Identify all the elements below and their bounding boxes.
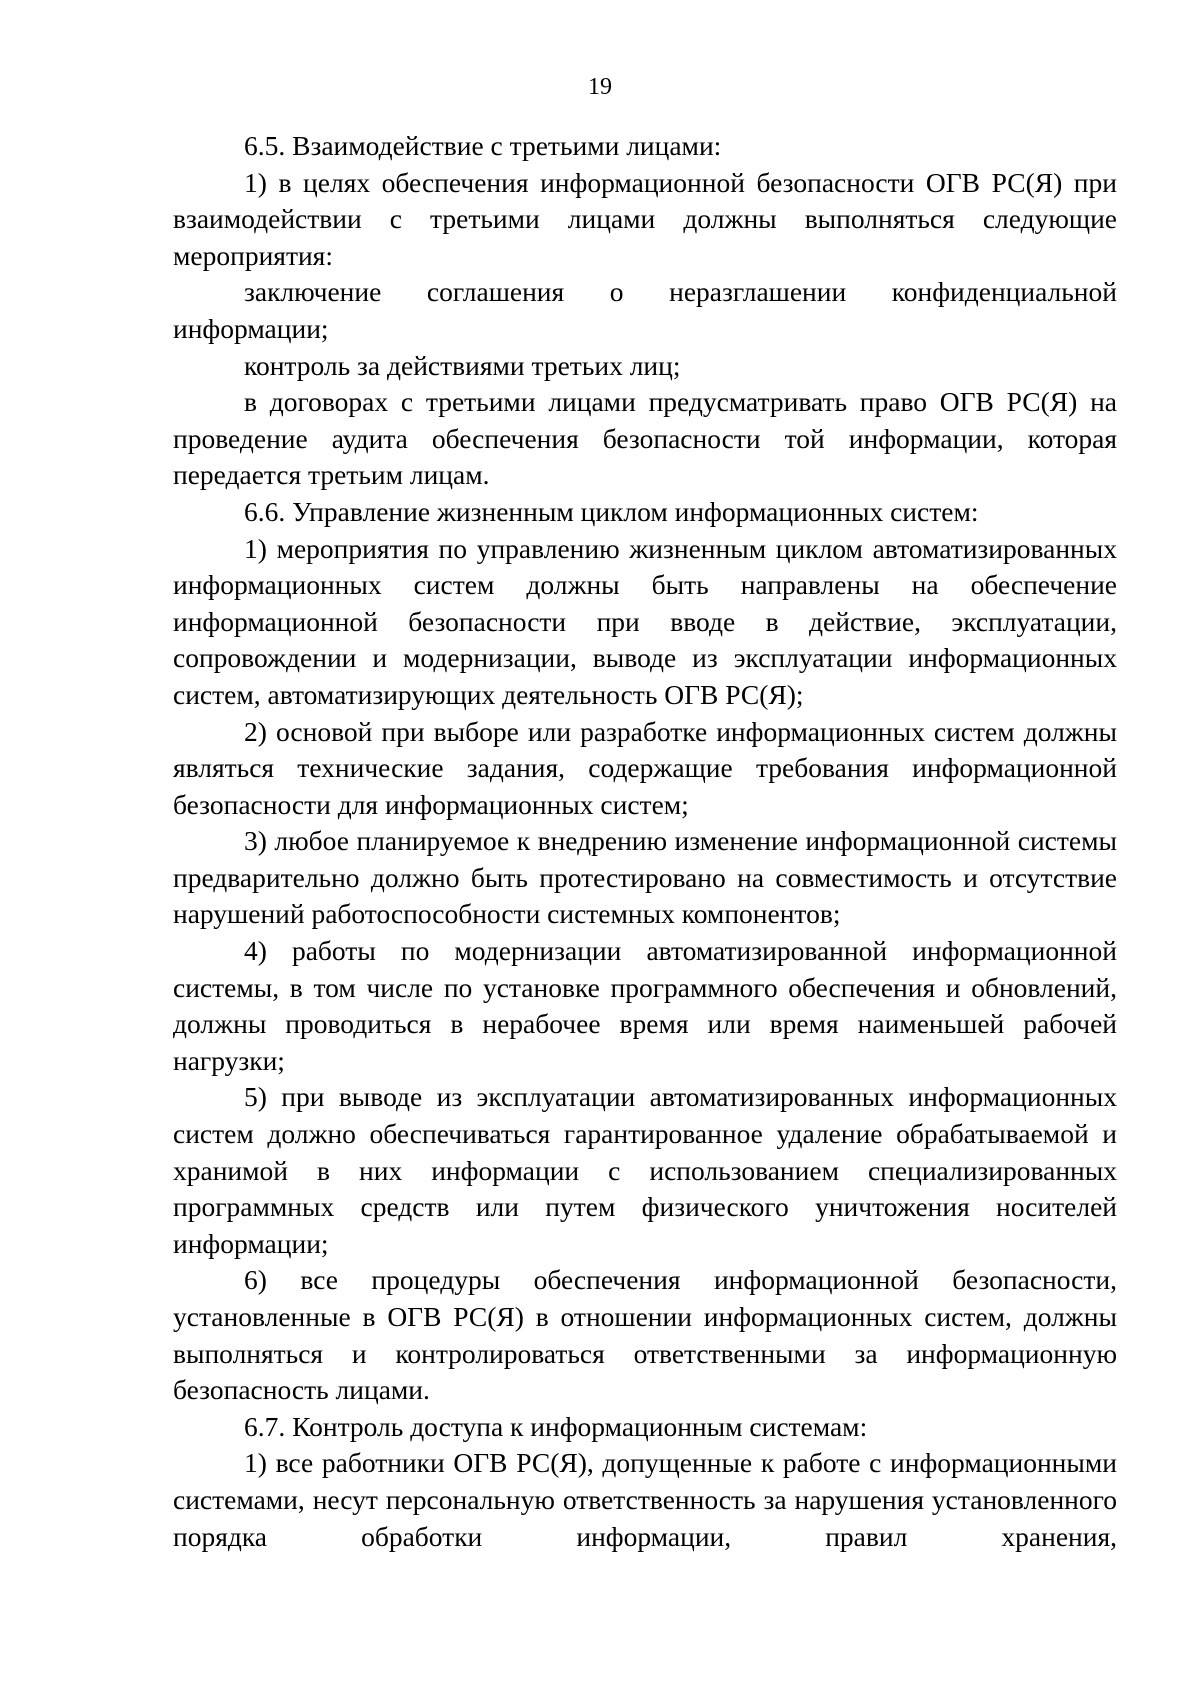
paragraph-6-6-item-5: 5) при выводе из эксплуатации автоматизированных информационных систем должно обеспечиваться гарантированное удаление обрабатываемой и хранимой в них информации с использованием специализированных программных средств или путем физического уничтожения носителей информации; bbox=[173, 1081, 1117, 1259]
paragraph-6-6-item-1: 1) мероприятия по управлению жизненным циклом автоматизированных информационных систем должны быть направлены на обеспечение информационной безопасности при вводе в действие, эксплуатации, сопровождении и модернизации, выводе из эксплуатации информационных систем, автоматизирующих деятельность ОГВ РС(Я); bbox=[173, 532, 1117, 710]
paragraph-6-5-measure-audit: в договорах с третьими лицами предусматривать право ОГВ РС(Я) на проведение аудита обеспечения безопасности той информации, которая передается третьим лицам. bbox=[173, 386, 1117, 491]
document-body bbox=[173, 128, 1117, 1555]
section-heading-6-7: 6.7. Контроль доступа к информационным системам: bbox=[244, 1410, 868, 1442]
section-heading-6-6: 6.6. Управление жизненным циклом информационных систем: bbox=[244, 495, 979, 527]
paragraph-6-6-item-4: 4) работы по модернизации автоматизированной информационной системы, в том числе по установке программного обеспечения и обновлений, должны проводиться в нерабочее время или время наименьшей рабочей нагрузки; bbox=[173, 935, 1117, 1076]
paragraph-6-6-item-2: 2) основой при выборе или разработке информационных систем должны являться технические задания, содержащие требования информационной безопасности для информационных систем; bbox=[173, 715, 1117, 820]
paragraph-6-6-item-3: 3) любое планируемое к внедрению изменение информационной системы предварительно должно быть протестировано на совместимость и отсутствие нарушений работоспособности системных компонентов; bbox=[173, 825, 1117, 930]
paragraph-6-6-item-6: 6) все процедуры обеспечения информационной безопасности, установленные в ОГВ РС(Я) в отношении информационных систем, должны выполняться и контролироваться ответственными за информационную безопасность лицами. bbox=[173, 1264, 1117, 1406]
section-heading-6-5: 6.5. Взаимодействие с третьими лицами: bbox=[244, 130, 722, 161]
paragraph-6-7-item-1: 1) все работники ОГВ РС(Я), допущенные к работе с информационными системами, несут персональную ответственность за нарушения установленного порядка обработки информации, правил хранения, bbox=[173, 1447, 1117, 1552]
page-number: 19 bbox=[588, 74, 612, 100]
paragraph-6-5-measure-control: контроль за действиями третьих лиц; bbox=[244, 349, 681, 381]
paragraph-6-5-measure-nda: заключение соглашения о неразглашении конфиденциальной информации; bbox=[173, 276, 1117, 344]
paragraph-6-5-item-1: 1) в целях обеспечения информационной безопасности ОГВ РС(Я) при взаимодействии с третьими лицами должны выполняться следующие мероприятия: bbox=[173, 166, 1117, 271]
